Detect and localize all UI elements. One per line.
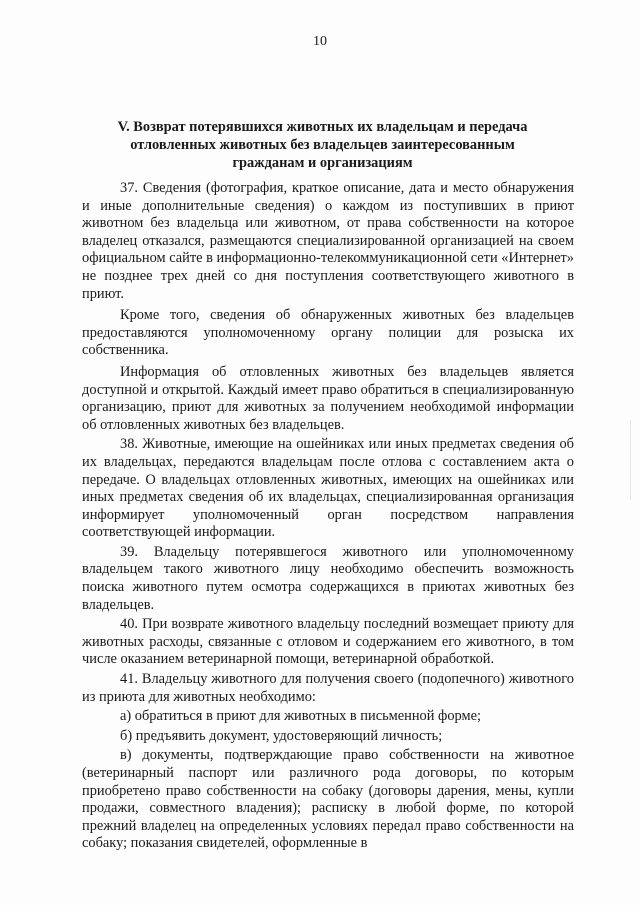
heading-line-2: отловленных животных без владельцев заинтересованным bbox=[130, 137, 515, 153]
paragraph-41-a: а) обратиться в приют для животных в письменной форме; bbox=[120, 708, 482, 725]
paragraph-37-police: Кроме того, сведения об обнаруженных животных без владельцев предоставляются уполномоченному органу полиции для розыска их собственника. bbox=[82, 307, 574, 359]
paragraph-37-info: Информация об отловленных животных без владельцев является доступной и открытой. Каждый имеет право обратиться в специализированную организацию, приют для животных за получением необходимой информации об отловленных животных без владельцев. bbox=[82, 363, 574, 433]
scan-artifact bbox=[630, 420, 631, 500]
paragraph-41: 41. Владельцу животного для получения своего (подопечного) животного из приюта для животных необходимо: bbox=[82, 671, 574, 705]
section-heading bbox=[80, 118, 565, 172]
paragraph-41-b: б) предъявить документ, удостоверяющий личность; bbox=[120, 727, 443, 744]
paragraph-41-c: в) документы, подтверждающие право собственности на животное (ветеринарный паспорт или различного рода договоры, по которым приобретено право собственности на собаку (договоры дарения, мены, купли продажи, совместного владения); расписку в любой форме, по которой прежний владелец на определенных условиях передал право собственности на собаку; показания свидетелей, оформленные в bbox=[82, 747, 574, 852]
heading-line-1: V. Возврат потерявшихся животных их владельцам и передача bbox=[117, 119, 528, 135]
page-number: 10 bbox=[313, 34, 327, 49]
paragraph-40: 40. При возврате животного владельцу последний возмещает приюту для животных расходы, связанные с отловом и содержанием его животного, в том числе оказанием ветеринарной помощи, ветеринарной обработкой. bbox=[82, 616, 574, 668]
heading-line-3: гражданам и организациям bbox=[232, 155, 413, 171]
paragraph-39: 39. Владельцу потерявшегося животного или уполномоченному владельцем такого животного лицу необходимо обеспечить возможность поиска животного путем осмотра содержащихся в приютах животных без владельцев. bbox=[82, 543, 574, 613]
paragraph-38: 38. Животные, имеющие на ошейниках или иных предметах сведения об их владельцах, передаются владельцам после отлова с составлением акта о передаче. О владельцах отловленных животных, имеющих на ошейниках или иных предметах сведения об их владельцах, специализированная организация информирует уполномоченный орган посредством направления соответствующей информации. bbox=[82, 436, 574, 541]
paragraph-37: 37. Сведения (фотография, краткое описание, дата и место обнаружения и иные дополнительные сведения) о каждом из поступивших в приют животном без владельца или животном, от права собственности на которое владелец отказался, размещаются специализированной организацией на своем официальном сайте в информационно-телекоммуникационной сети «Интернет» не позднее трех дней со дня поступления соответствующего животного в приют. bbox=[82, 180, 574, 302]
document-body bbox=[82, 180, 574, 853]
